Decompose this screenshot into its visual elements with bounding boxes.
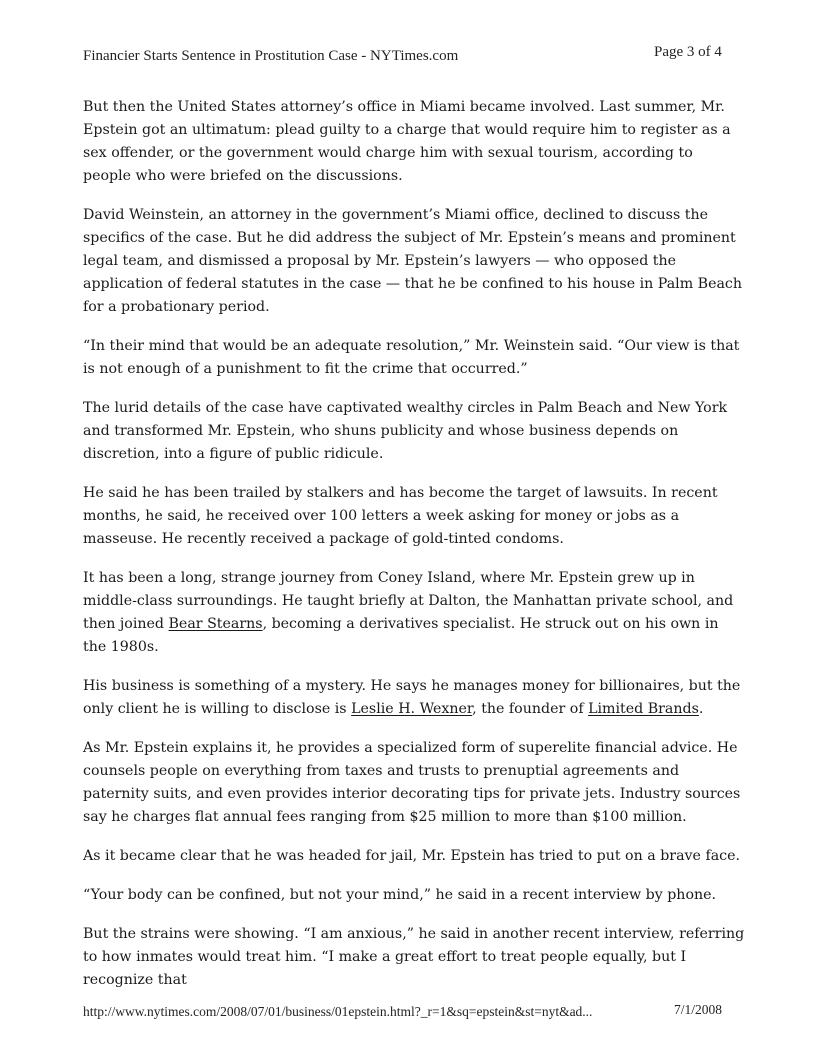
paragraph: David Weinstein, an attorney in the government’s Miami office, declined to discuss the specifics of the case. But he did address the subject of Mr. Epstein’s means and prominent legal team, and dismissed a proposal by Mr. Epstein’s lawyers — who opposed the application of federal statutes in the case — that he be confined to his house in Palm Beach for a probationary period. [83,207,743,315]
paragraph-text: . [698,701,704,717]
paragraph: But then the United States attorney’s office in Miami became involved. Last summer, Mr. Epstein got an ultimatum: plead guilty to a charge that would require him to register as a sex offender, or the government would charge him with sexual tourism, according to people who were briefed on the discussions. [83,99,731,184]
paragraph-text: It has been a long, strange journey from Coney Island, where Mr. Epstein grew up in middle-class surroundings. He taught briefly at Dalton, the Manhattan private school, and then joined [83,570,734,632]
limited-brands-link[interactable]: Limited Brands [588,701,699,717]
paragraph-text: His business is something of a mystery. He says he manages money for billionaires, but the only client he is willing to disclose is [83,678,741,717]
page-header-title: Financier Starts Sentence in Prostitution Case - NYTimes.com [83,48,459,64]
paragraph: He said he has been trailed by stalkers and has become the target of lawsuits. In recent months, he said, he received over 100 letters a week asking for money or jobs as a masseuse. He recently received a package of gold-tinted condoms. [83,485,718,547]
paragraph-text: , becoming a derivatives specialist. He struck out on his own in the 1980s. [83,616,719,655]
footer-date: 7/1/2008 [674,1002,723,1017]
bear-stearns-link[interactable]: Bear Stearns [168,616,263,632]
page-number: Page 3 of 4 [654,44,722,60]
paragraph: As it became clear that he was headed for jail, Mr. Epstein has tried to put on a brave face. [83,848,741,864]
footer-url: http://www.nytimes.com/2008/07/01/business/01epstein.html?_r=1&sq=epstein&st=nyt&ad... [83,1004,593,1019]
paragraph: The lurid details of the case have captivated wealthy circles in Palm Beach and New York and transformed Mr. Epstein, who shuns publicity and whose business depends on discretion, into a figure of public ridicule. [83,400,728,462]
article-body [83,96,745,1008]
paragraph: As Mr. Epstein explains it, he provides a specialized form of superelite financial advice. He counsels people on everything from taxes and trusts to prenuptial agreements and paternity suits, and even provides interior decorating tips for private jets. Industry sources say he charges flat annual fees ranging from $25 million to more than $100 million. [83,740,741,825]
paragraph: “Your body can be confined, but not your mind,” he said in a recent interview by phone. [83,887,717,903]
leslie-wexner-link[interactable]: Leslie H. Wexner [351,701,473,717]
paragraph [83,675,745,721]
paragraph: But the strains were showing. “I am anxious,” he said in another recent interview, referring to how inmates would treat him. “I make a great effort to treat people equally, but I recognize that [83,926,745,988]
paragraph: “In their mind that would be an adequate resolution,” Mr. Weinstein said. “Our view is that is not enough of a punishment to fit the crime that occurred.” [83,338,740,377]
paragraph-text: , the founder of [472,701,589,717]
paragraph [83,567,745,659]
